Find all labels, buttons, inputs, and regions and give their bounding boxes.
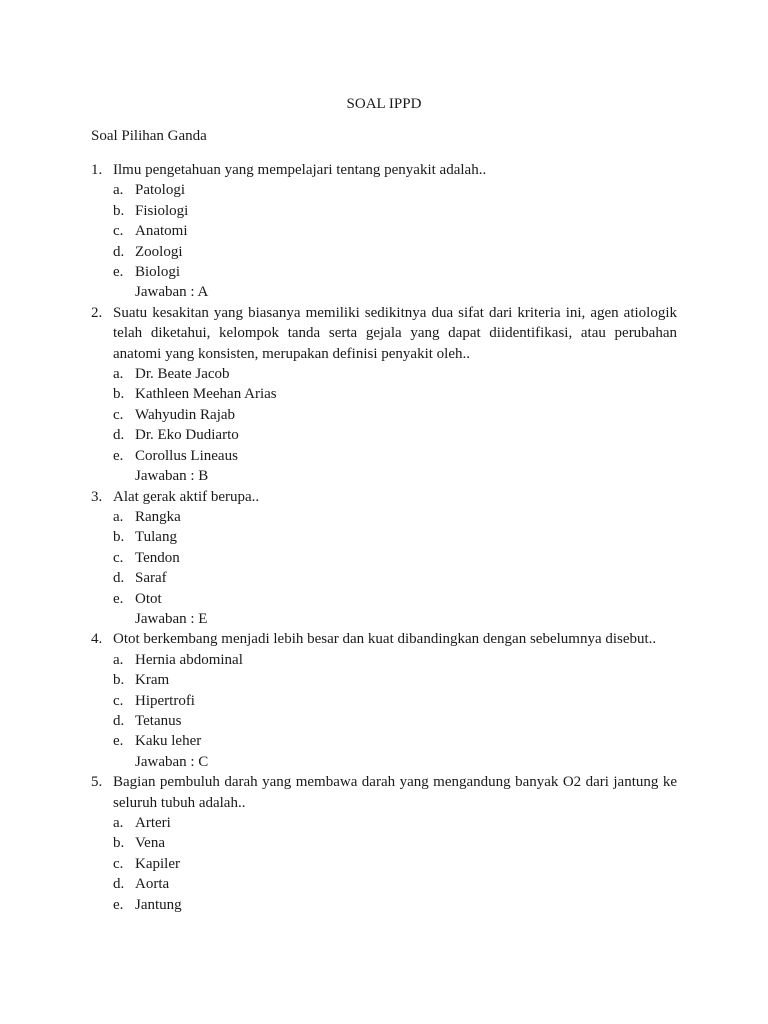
option-5d [91,874,677,894]
question-3 [91,487,677,507]
option-1a [91,180,677,200]
option-2a [91,364,677,384]
option-letter: a. [113,508,124,525]
question-text: Alat gerak aktif berupa.. [113,488,260,505]
option-text: Anatomi [135,223,188,240]
option-text: Biologi [135,264,181,281]
question-number: 3. [91,488,103,505]
option-2d [91,425,677,445]
option-letter: d. [113,876,125,893]
option-letter: c. [113,406,124,423]
document-title: SOAL IPPD [346,96,422,112]
option-text: Rangka [135,508,181,525]
option-letter: a. [113,651,124,668]
question-4 [91,629,677,649]
option-5a [91,813,677,833]
question-number: 5. [91,774,103,791]
option-5c [91,854,677,874]
option-2b [91,384,677,404]
question-text: Bagian pembuluh darah yang membawa darah yang mengandung banyak O2 dari jantung ke seluruh tubuh adalah.. [113,774,677,811]
option-letter: e. [113,447,124,464]
answer-3: Jawaban : E [135,610,208,627]
question-2 [91,303,677,364]
question-text: Suatu kesakitan yang biasanya memiliki sedikitnya dua sifat dari kriteria ini, agen atiologik telah diketahui, kelompok tanda serta gejala yang dapat diidentifikasi, atau perubahan anatomi yang konsisten, merupakan definisi penyakit oleh.. [113,304,677,362]
option-text: Vena [135,835,165,852]
question-number: 1. [91,162,103,178]
question-number: 2. [91,304,103,321]
option-text: Kram [135,672,170,689]
option-letter: b. [113,835,125,852]
option-letter: d. [113,712,125,729]
question-1 [91,160,677,180]
option-3c [91,548,677,568]
option-1c [91,221,677,241]
option-3d [91,568,677,588]
option-3a [91,507,677,527]
option-2c [91,405,677,425]
option-text: Hipertrofi [135,692,195,709]
option-letter: c. [113,692,124,709]
option-letter: e. [113,733,124,750]
option-letter: c. [113,855,124,872]
option-letter: a. [113,182,124,199]
option-text: Fisiologi [135,202,189,219]
option-text: Patologi [135,182,186,199]
option-4d [91,711,677,731]
option-text: Saraf [135,570,167,587]
answer-2: Jawaban : B [135,468,209,485]
option-text: Jantung [135,896,182,913]
option-letter: b. [113,672,125,689]
option-4e [91,731,677,751]
section-heading: Soal Pilihan Ganda [91,128,207,144]
option-1e [91,262,677,282]
option-4b [91,670,677,690]
question-number: 4. [91,631,103,648]
option-text: Arteri [135,815,171,831]
option-letter: c. [113,549,124,566]
answer-4: Jawaban : C [135,753,209,770]
question-text: Otot berkembang menjadi lebih besar dan kuat dibandingkan dengan sebelumnya disebut.. [113,631,657,648]
option-1d [91,242,677,262]
option-text: Tetanus [135,712,182,729]
option-letter: b. [113,202,125,219]
option-text: Hernia abdominal [135,651,243,668]
option-letter: d. [113,427,125,444]
option-letter: a. [113,366,124,383]
option-text: Dr. Eko Dudiarto [135,427,239,444]
option-text: Corollus Lineaus [135,447,238,464]
question-list [91,160,677,915]
option-text: Wahyudin Rajab [135,406,236,423]
option-1b [91,201,677,221]
option-3b [91,527,677,547]
option-4c [91,691,677,711]
option-text: Dr. Beate Jacob [135,366,230,383]
option-letter: c. [113,223,124,240]
option-letter: e. [113,264,124,281]
question-5 [91,772,677,813]
option-letter: b. [113,386,125,403]
option-letter: b. [113,529,125,546]
option-letter: a. [113,815,124,831]
option-text: Zoologi [135,243,183,260]
option-3e [91,589,677,609]
option-5e [91,895,677,915]
option-text: Tulang [135,529,177,546]
option-2e [91,446,677,466]
option-5b [91,833,677,853]
option-text: Kathleen Meehan Arias [135,386,277,403]
question-text: Ilmu pengetahuan yang mempelajari tentang penyakit adalah.. [113,162,487,178]
answer-1: Jawaban : A [135,284,209,301]
option-text: Kapiler [135,855,180,872]
option-text: Tendon [135,549,180,566]
option-text: Aorta [135,876,170,893]
option-letter: d. [113,570,125,587]
option-letter: d. [113,243,125,260]
option-text: Kaku leher [135,733,202,750]
option-4a [91,650,677,670]
option-text: Otot [135,590,162,607]
option-letter: e. [113,896,124,913]
option-letter: e. [113,590,124,607]
